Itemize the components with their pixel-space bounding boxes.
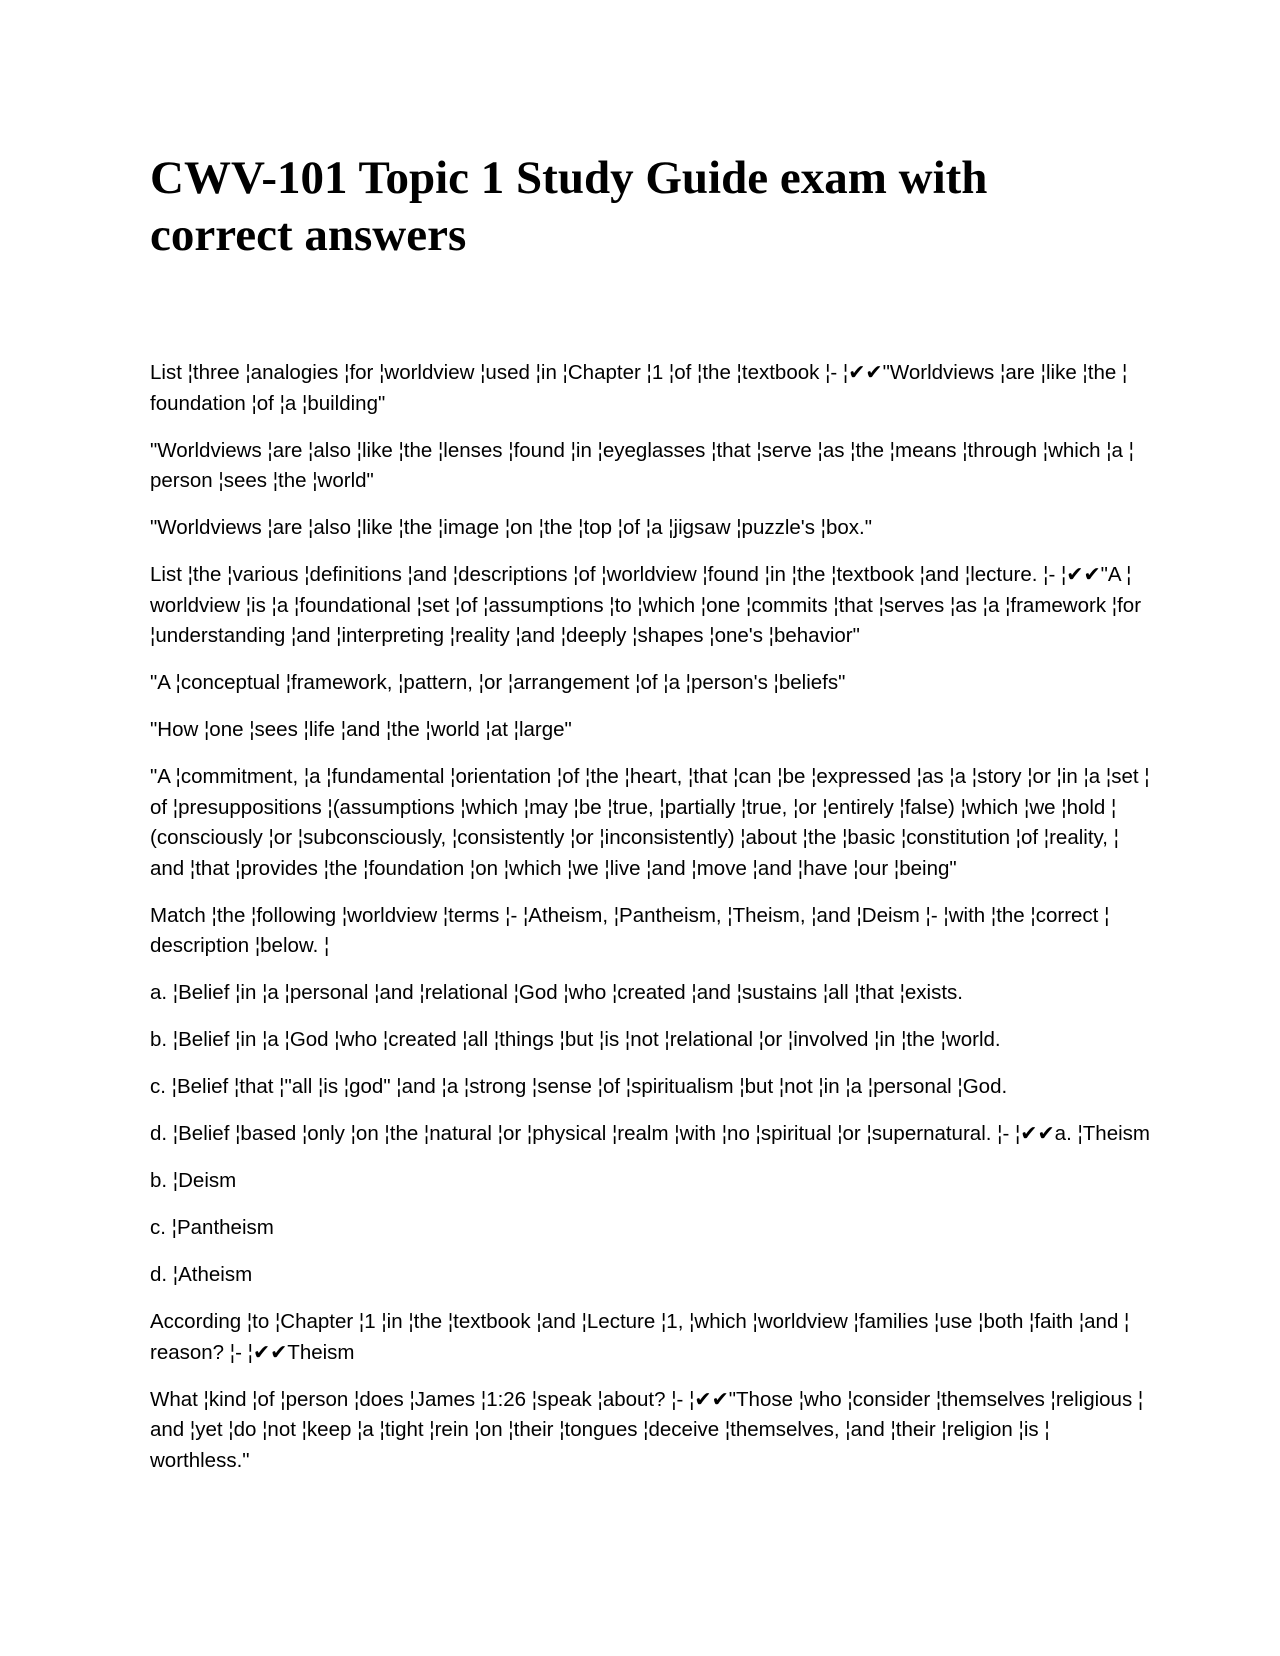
text-line: worldview ¦is ¦a ¦foundational ¦set ¦of ¦assumptions ¦to ¦which ¦one ¦commits ¦that ¦serves ¦as ¦a ¦framework ¦for xyxy=(150,593,1142,617)
text-line: and ¦that ¦provides ¦the ¦foundation ¦on ¦which ¦we ¦live ¦and ¦move ¦and ¦have ¦our ¦being" xyxy=(150,856,957,880)
text-line: a. ¦Belief ¦in ¦a ¦personal ¦and ¦relational ¦God ¦who ¦created ¦and ¦sustains ¦all ¦that ¦exists. xyxy=(150,981,963,1004)
text-line: List ¦three ¦analogies ¦for ¦worldview ¦used ¦in ¦Chapter ¦1 ¦of ¦the ¦textbook ¦- ¦✔✔"Worldviews ¦are ¦like ¦the ¦ xyxy=(150,361,1128,384)
paragraph xyxy=(150,1119,1150,1150)
paragraph xyxy=(150,762,1150,884)
paragraph xyxy=(150,1025,1135,1056)
document-title: CWV-101 Topic 1 Study Guide exam with correct answers xyxy=(150,152,988,261)
text-line: b. ¦Belief ¦in ¦a ¦God ¦who ¦created ¦all ¦things ¦but ¦is ¦not ¦relational ¦or ¦involved ¦in ¦the ¦world. xyxy=(150,1028,1001,1051)
paragraph xyxy=(150,668,1135,699)
paragraph xyxy=(150,1385,1144,1477)
paragraph xyxy=(150,1213,1135,1244)
text-line: description ¦below. ¦ xyxy=(150,934,330,957)
text-line: d. ¦Belief ¦based ¦only ¦on ¦the ¦natural ¦or ¦physical ¦realm ¦with ¦no ¦spiritual ¦or ¦supernatural. ¦- ¦✔✔a. ¦Theism xyxy=(150,1122,1150,1145)
text-line: c. ¦Pantheism xyxy=(150,1216,274,1239)
text-line: According ¦to ¦Chapter ¦1 ¦in ¦the ¦textbook ¦and ¦Lecture ¦1, ¦which ¦worldview ¦families ¦use ¦both ¦faith ¦and ¦ xyxy=(150,1310,1130,1333)
document-body xyxy=(150,358,1150,1493)
paragraph xyxy=(150,1307,1135,1368)
paragraph xyxy=(150,358,1135,419)
text-line: "A ¦conceptual ¦framework, ¦pattern, ¦or ¦arrangement ¦of ¦a ¦person's ¦beliefs" xyxy=(150,671,846,694)
paragraph xyxy=(150,560,1142,652)
text-line: reason? ¦- ¦✔✔Theism xyxy=(150,1340,355,1364)
text-line: and ¦yet ¦do ¦not ¦keep ¦a ¦tight ¦rein ¦on ¦their ¦tongues ¦deceive ¦themselves, ¦and ¦their ¦religion ¦is ¦ xyxy=(150,1418,1050,1441)
text-line: "Worldviews ¦are ¦also ¦like ¦the ¦image ¦on ¦the ¦top ¦of ¦a ¦jigsaw ¦puzzle's ¦box." xyxy=(150,516,873,539)
text-line: ¦understanding ¦and ¦interpreting ¦reality ¦and ¦deeply ¦shapes ¦one's ¦behavior" xyxy=(150,624,860,647)
paragraph xyxy=(150,715,1135,746)
text-line: foundation ¦of ¦a ¦building" xyxy=(150,391,386,415)
paragraph xyxy=(150,513,1135,544)
text-line: worthless." xyxy=(150,1448,250,1472)
text-line: c. ¦Belief ¦that ¦"all ¦is ¦god" ¦and ¦a ¦strong ¦sense ¦of ¦spiritualism ¦but ¦not ¦in ¦a ¦personal ¦God. xyxy=(150,1075,1008,1098)
paragraph xyxy=(150,978,1135,1009)
paragraph xyxy=(150,1260,1135,1291)
text-line: person ¦sees ¦the ¦world" xyxy=(150,469,374,492)
text-line: What ¦kind ¦of ¦person ¦does ¦James ¦1:26 ¦speak ¦about? ¦- ¦✔✔"Those ¦who ¦consider ¦themselves ¦religious ¦ xyxy=(150,1387,1144,1411)
paragraph xyxy=(150,1166,1135,1197)
text-line: (consciously ¦or ¦subconsciously, ¦consistently ¦or ¦inconsistently) ¦about ¦the ¦basic ¦constitution ¦of ¦reality, ¦ xyxy=(150,826,1119,849)
text-line: "How ¦one ¦sees ¦life ¦and ¦the ¦world ¦at ¦large" xyxy=(150,718,572,741)
text-line: of ¦presuppositions ¦(assumptions ¦which ¦may ¦be ¦true, ¦partially ¦true, ¦or ¦entirely ¦false) ¦which ¦we ¦hold ¦ xyxy=(150,795,1117,819)
paragraph xyxy=(150,901,1135,962)
text-line: d. ¦Atheism xyxy=(150,1263,253,1286)
text-line: Match ¦the ¦following ¦worldview ¦terms ¦- ¦Atheism, ¦Pantheism, ¦Theism, ¦and ¦Deism ¦- ¦with ¦the ¦correct ¦ xyxy=(150,903,1110,927)
paragraph xyxy=(150,436,1135,497)
text-line: b. ¦Deism xyxy=(150,1169,237,1192)
paragraph xyxy=(150,1072,1135,1103)
text-line: "Worldviews ¦are ¦also ¦like ¦the ¦lenses ¦found ¦in ¦eyeglasses ¦that ¦serve ¦as ¦the ¦means ¦through ¦which ¦a ¦ xyxy=(150,438,1134,462)
text-line: "A ¦commitment, ¦a ¦fundamental ¦orientation ¦of ¦the ¦heart, ¦that ¦can ¦be ¦expressed ¦as ¦a ¦story ¦or ¦in ¦a ¦set ¦ xyxy=(150,765,1150,788)
text-line: List ¦the ¦various ¦definitions ¦and ¦descriptions ¦of ¦worldview ¦found ¦in ¦the ¦textbook ¦and ¦lecture. ¦- ¦✔✔"A ¦ xyxy=(150,563,1132,586)
